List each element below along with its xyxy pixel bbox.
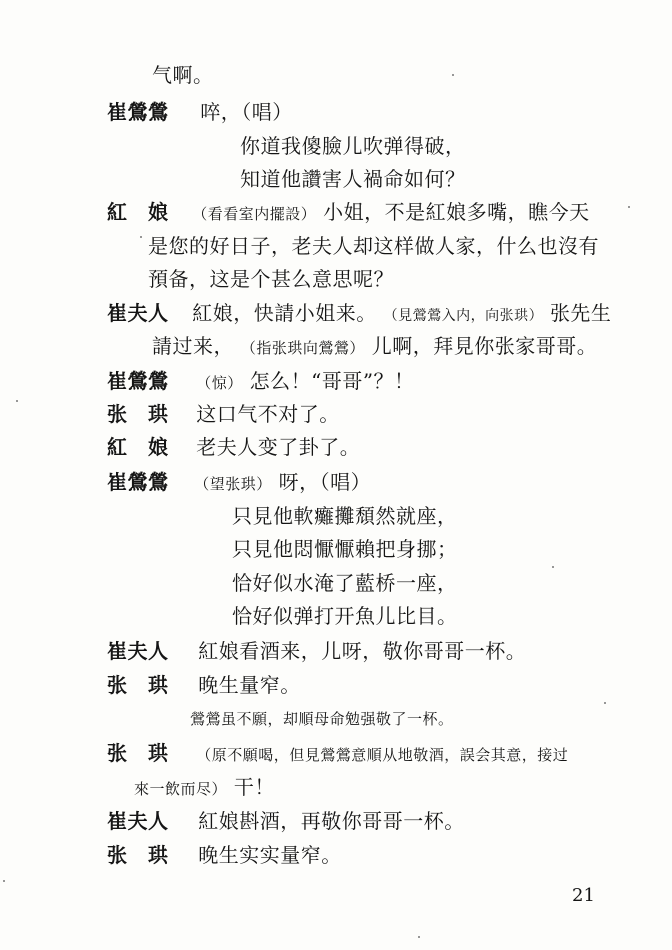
dialogue-line [107,368,415,396]
dialogue-line [148,266,394,292]
line-text: 知道他讚害人禍命如何？ [240,167,466,191]
dialogue-line [107,99,293,125]
line-text: 儿啊，拜見你张家哥哥。 [371,334,598,358]
speaker-name: 崔夫人 [107,809,169,833]
stage-direction: （望张珙） [194,475,272,493]
line-text: 預备，这是个甚么意思呢？ [148,267,394,291]
line-text: 晚生实实量窄。 [198,843,342,867]
speaker-name: 崔鶯鶯 [107,369,169,393]
dialogue-line [107,842,342,868]
line-text: 請过来， [152,334,234,358]
speaker-name: 紅 娘 [107,200,169,224]
line-text: 紅娘斟酒，再敬你哥哥一杯。 [198,809,465,833]
line-text: 紅娘看酒来，儿呀，敬你哥哥一杯。 [198,639,527,663]
stage-direction: 鶯鶯虽不願，却順母命勉强敬了一杯。 [190,710,454,728]
dialogue-line [107,469,371,497]
line-text: 老夫人变了卦了。 [196,435,361,459]
paper-speck [452,74,454,76]
speaker-name: 张 珙 [107,673,169,697]
line-text: 只見他軟癱攤頹然就座， [232,504,458,528]
stage-direction: （看看室内擺設） [192,205,317,223]
stage-direction: （原不願喝，但見鶯鶯意順从地敬酒，誤会其意，接过 [196,746,569,764]
dialogue-line [107,434,360,460]
line-text: 小姐，不是紅娘多嘴，瞧今天 [323,200,590,224]
speaker-name: 崔鶯鶯 [107,100,169,124]
paper-speck [628,206,630,208]
paper-speck [418,936,420,938]
paper-speck [604,702,606,704]
dialogue-line [152,62,214,88]
paper-speck [3,880,5,882]
paper-speck [552,566,554,568]
speaker-name: 张 珙 [107,402,169,426]
line-text: 紅娘，快請小姐来。 [192,301,377,325]
line-text: 气啊。 [152,63,214,87]
stage-direction: （惊） [196,374,243,392]
stage-direction: （見鶯鶯入内，向张珙） [383,308,544,324]
lyric-line [232,570,458,596]
dialogue-line [148,233,599,259]
line-text: 这口气不对了。 [196,402,340,426]
speaker-name: 崔夫人 [107,639,169,663]
lyric-line [232,536,458,562]
line-text: 你道我傻臉儿吹弹得破， [240,134,466,158]
dialogue-line [107,808,465,834]
stage-direction: 來一飲而尽） [134,780,228,798]
dialogue-line [107,199,590,227]
line-text: 干！ [233,775,275,799]
line-text: 怎么！“哥哥”？！ [249,369,415,393]
line-text: 张先生 [549,301,612,325]
line-text: 只見他悶懨懨賴把身挪； [232,537,458,561]
line-text: 是您的好日子，老夫人却这样做人家，什么也沒有 [148,234,599,258]
line-text: 呀，（唱） [278,470,372,494]
speaker-name: 崔鶯鶯 [107,470,169,494]
paper-speck [16,400,18,402]
speaker-name: 崔夫人 [107,301,169,325]
dialogue-line [152,333,597,361]
dialogue-line [134,774,275,802]
line-text: 恰好似弹打开魚儿比目。 [232,604,458,628]
speaker-name: 张 珙 [107,741,169,765]
lyric-line [240,166,466,192]
paper-speck [140,236,142,238]
dialogue-line [107,638,526,664]
dialogue-line [107,300,611,329]
lyric-line [240,133,466,159]
speaker-name: 紅 娘 [107,435,169,459]
stage-direction-line [190,706,454,732]
dialogue-line [107,672,301,698]
line-text: 恰好似水淹了藍桥一座， [232,571,458,595]
dialogue-line [107,401,340,427]
line-text: 啐，（唱） [200,100,293,124]
stage-direction: （指张珙向鶯鶯） [240,339,365,357]
dialogue-line [107,740,568,768]
page-number: 21 [572,885,595,906]
lyric-line [232,603,458,629]
lyric-line [232,503,458,529]
line-text: 晚生量窄。 [198,673,301,697]
speaker-name: 张 珙 [107,843,169,867]
